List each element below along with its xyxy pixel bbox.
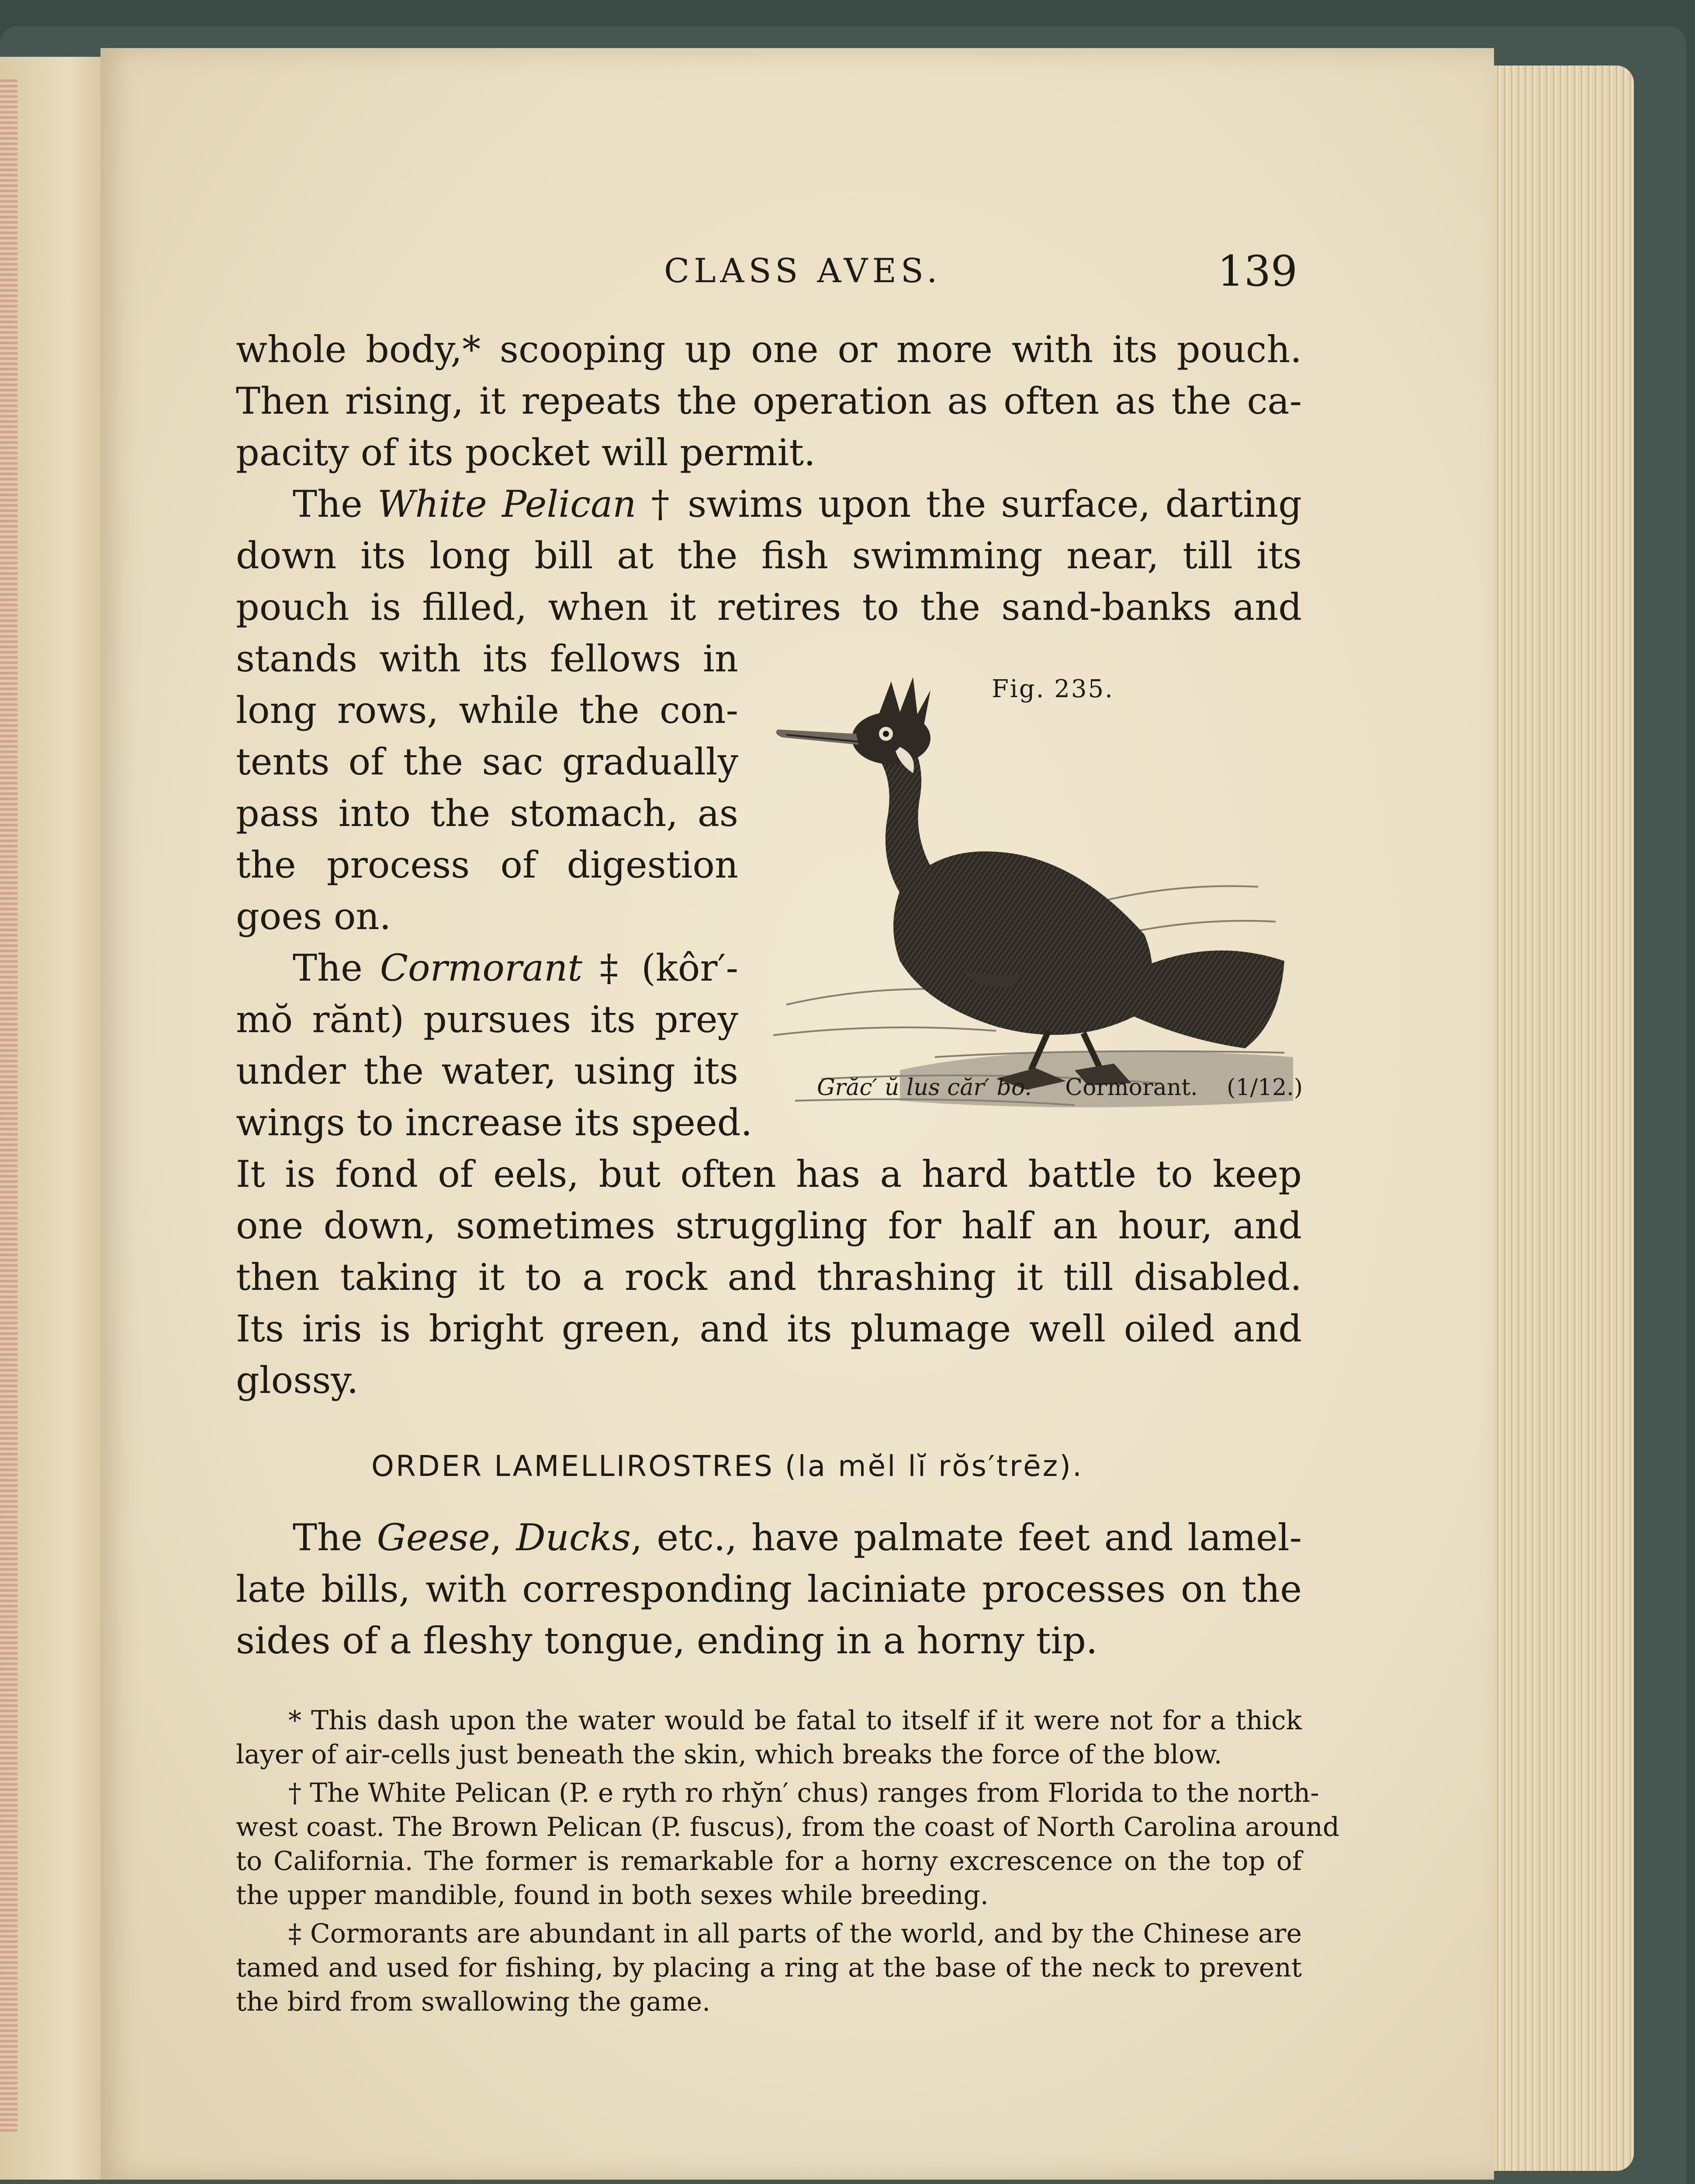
- footnote-line: ‡ Cormorants are abundant in all parts of the world, and by the Chinese are: [288, 1918, 1302, 1949]
- facing-page-red-edge: [0, 79, 17, 2132]
- text-line-white-pelican: The White Pelican † swims upon the surface, darting: [293, 483, 1302, 525]
- text-line: pass into the stomach, as: [236, 792, 738, 835]
- text-line: wings to increase its speed.: [236, 1101, 753, 1144]
- text-line: glossy.: [236, 1359, 359, 1402]
- geese-name: Geese: [377, 1516, 490, 1559]
- footnote-line: * This dash upon the water would be fatal to itself if it were not for a thick: [288, 1705, 1302, 1736]
- text-line: long rows, while the con-: [236, 689, 738, 732]
- text-line-order: The Geese, Ducks, etc., have palmate feet and lamel-: [293, 1516, 1302, 1559]
- footnote-line: tamed and used for fishing, by placing a ring at the base of the neck to prevent: [236, 1952, 1302, 1983]
- text-line: then taking it to a rock and thrashing it till disabled.: [236, 1256, 1302, 1299]
- figure-label: Fig. 235.: [992, 675, 1114, 703]
- white-pelican-name: White Pelican: [377, 483, 636, 525]
- ducks-name: Ducks: [516, 1516, 631, 1559]
- footnote-line: the upper mandible, found in both sexes while breeding.: [236, 1880, 989, 1911]
- footnote-line: layer of air-cells just beneath the skin, which breaks the force of the blow.: [236, 1739, 1222, 1770]
- text-line: late bills, with corresponding laciniate processes on the: [236, 1568, 1302, 1610]
- text-line: stands with its fellows in: [236, 637, 738, 680]
- page-block-edges: [1494, 66, 1634, 2171]
- footnote-line: to California. The former is remarkable for a horny excrescence on the top of: [236, 1846, 1302, 1876]
- caption-common-name: Cormorant.: [1065, 1075, 1198, 1101]
- text-line: pacity of its pocket will permit.: [236, 431, 816, 474]
- footnote-line: the bird from swallowing the game.: [236, 1987, 711, 2017]
- text-line: Then rising, it repeats the operation as often as the ca-: [236, 380, 1302, 422]
- page-header: [232, 247, 1297, 295]
- text-line: Its iris is bright green, and its plumage well oiled and: [236, 1307, 1302, 1350]
- text-line: goes on.: [236, 895, 391, 938]
- text-line: tents of the sac gradually: [236, 740, 738, 783]
- caption-scientific-name: Grăc′ ŭ lus căr′ bo.: [817, 1075, 1032, 1101]
- text-line: the process of digestion: [236, 843, 738, 886]
- text-line: down its long bill at the fish swimming near, till its: [236, 534, 1302, 577]
- footnote-line: † The White Pelican (P. e ryth ro rhy̆n′ chus) ranges from Florida to the north-: [288, 1778, 1319, 1808]
- caption-scale: (1/12.): [1227, 1075, 1303, 1101]
- page-number: 139: [1217, 247, 1297, 296]
- text-line: It is fond of eels, but often has a hard battle to keep: [236, 1153, 1302, 1196]
- cormorant-name: Cormorant: [380, 947, 583, 989]
- text-line: one down, sometimes struggling for half an hour, and: [236, 1204, 1302, 1247]
- text-line: whole body,* scooping up one or more with its pouch.: [236, 328, 1302, 371]
- text-line: pouch is filled, when it retires to the sand-banks and: [236, 586, 1302, 629]
- text-line: under the water, using its: [236, 1050, 738, 1092]
- order-heading: ORDER LAMELLIROSTRES (la mĕl lĭ rŏs′trēz).: [371, 1449, 1083, 1483]
- text-line: sides of a fleshy tongue, ending in a horny tip.: [236, 1619, 1098, 1662]
- footnote-line: west coast. The Brown Pelican (P. fuscus), from the coast of North Carolina around: [236, 1812, 1340, 1842]
- figure-caption: [817, 1075, 1303, 1101]
- cormorant-illustration: [769, 664, 1302, 1127]
- running-title: CLASS AVES.: [664, 251, 942, 290]
- text-line-cormorant: The Cormorant ‡ (kôr′-: [293, 947, 738, 989]
- text-line: mŏ rănt) pursues its prey: [236, 998, 738, 1041]
